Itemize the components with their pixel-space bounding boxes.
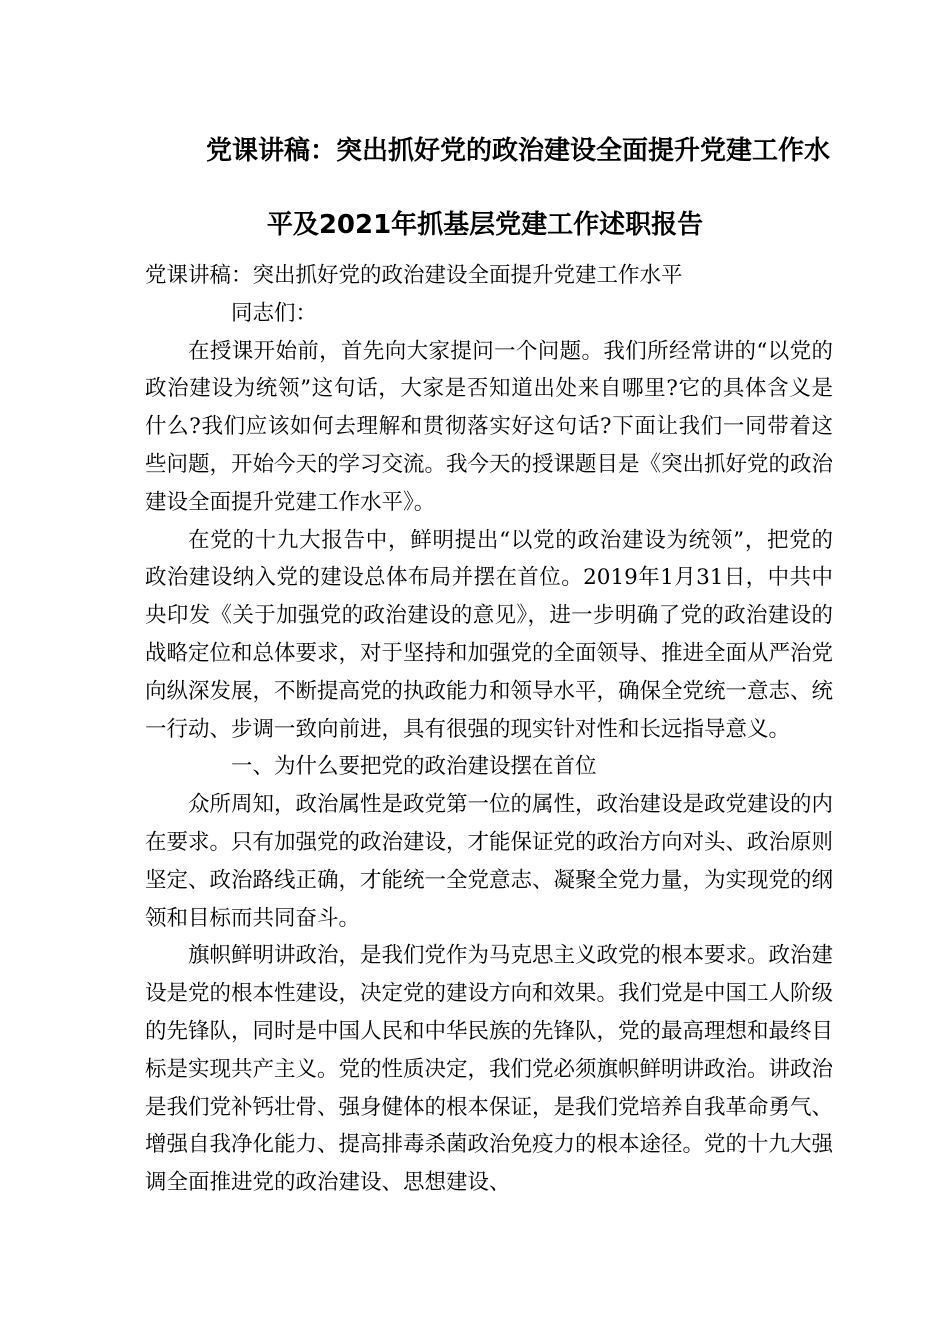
document-title-line-2: 平及2021年抓基层党建工作述职报告 (266, 210, 704, 240)
salutation: 同志们： (231, 300, 318, 326)
paragraph-2: 在党的十九大报告中，鲜明提出“以党的政治建设为统领”，把党的政治建设纳入党的建设总体布局并摆在首位。2019年1月31日，中共中央印发《关于加强党的政治建设的意见》，进一步明确了党的政治建设的战略定位和总体要求，对于坚持和加强党的全面领导、推进全面从严治党向纵深发展，不断提高党的执政能力和领导水平，确保全党统一意志、统一行动、步调一致向前进，具有很强的现实针对性和长远指导意义。 (145, 527, 834, 742)
document-title-line-1: 党课讲稿：突出抓好党的政治建设全面提升党建工作水 (205, 136, 830, 166)
document-body (145, 257, 833, 1202)
section-heading: 一、为什么要把党的政治建设摆在首位 (231, 754, 597, 780)
paragraph-3: 众所周知，政治属性是政党第一位的属性，政治建设是政党建设的内在要求。只有加强党的政治建设，才能保证党的政治方向对头、政治原则坚定、政治路线正确，才能统一全党意志、凝聚全党力量，为实现党的纲领和目标而共同奋斗。 (145, 792, 834, 931)
paragraph-4: 旗帜鲜明讲政治，是我们党作为马克思主义政党的根本要求。政治建设是党的根本性建设，决定党的建设方向和效果。我们党是中国工人阶级的先锋队，同时是中国人民和中华民族的先锋队，党的最高理想和最终目标是实现共产主义。党的性质决定，我们党必须旗帜鲜明讲政治。讲政治是我们党补钙壮骨、强身健体的根本保证，是我们党培养自我革命勇气、增强自我净化能力、提高排毒杀菌政治免疫力的根本途径。党的十九大强调全面推进党的政治建设、思想建设、 (145, 943, 834, 1196)
paragraph-1: 在授课开始前，首先向大家提问一个问题。我们所经常讲的“以党的政治建设为统领”这句话，大家是否知道出处来自哪里?它的具体含义是什么?我们应该如何去理解和贯彻落实好这句话?下面让我们一同带着这些问题，开始今天的学习交流。我今天的授课题目是《突出抓好党的政治建设全面提升党建工作水平》。 (145, 338, 834, 515)
document-subtitle: 党课讲稿：突出抓好党的政治建设全面提升党建工作水平 (145, 263, 683, 288)
